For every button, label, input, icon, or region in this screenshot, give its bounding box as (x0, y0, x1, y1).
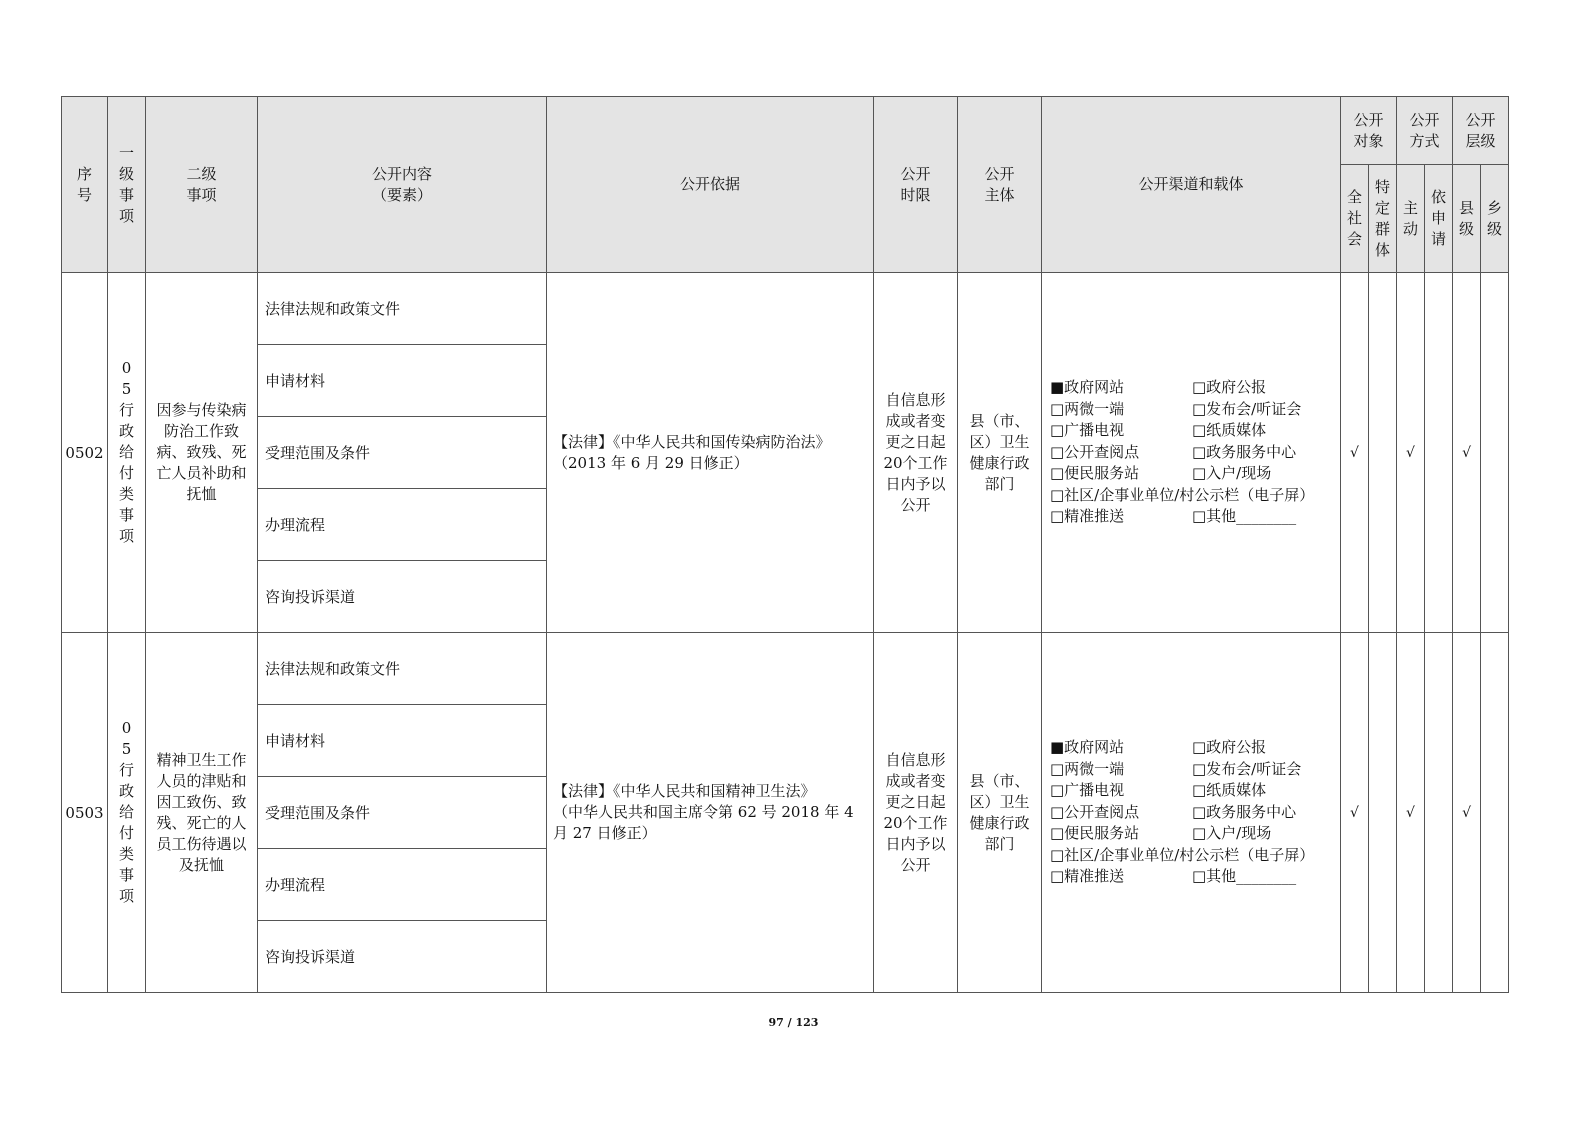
row-id: 0502 (62, 273, 108, 633)
header-level1: 一级事项 (108, 97, 146, 273)
channel-option: ■政府网站 (1050, 738, 1125, 757)
channel-option: □社区/企事业单位/村公示栏（电子屏） (1050, 485, 1315, 504)
row-level2: 精神卫生工作人员的津贴和因工致伤、致残、死亡的人员工伤待遇以及抚恤 (146, 633, 258, 993)
channel-option: □广播电视 (1050, 781, 1125, 800)
check-county: √ (1453, 633, 1481, 993)
disclosure-table (61, 96, 1509, 993)
channel-option: □两微一端 (1050, 399, 1125, 418)
check-all-society: √ (1341, 273, 1369, 633)
check-all-society: √ (1341, 633, 1369, 993)
page-number: 97 / 123 (768, 1016, 819, 1029)
row-level1: 05行政给付类事项 (108, 633, 146, 993)
header-subject: 公开 主体 (958, 97, 1042, 273)
check-specific-group (1369, 273, 1397, 633)
channel-option: □两微一端 (1050, 759, 1125, 778)
content-item: 咨询投诉渠道 (258, 561, 547, 633)
check-specific-group (1369, 633, 1397, 993)
channel-option: □纸质媒体 (1192, 781, 1267, 800)
row-basis: 【法律】《中华人民共和国精神卫生法》 （中华人民共和国主席令第 62 号 2018 年 4 月 27 日修正） (547, 633, 874, 993)
content-item: 法律法规和政策文件 (258, 633, 547, 705)
header-active: 主动 (1397, 165, 1425, 273)
check-township (1481, 633, 1509, 993)
channel-option: □纸质媒体 (1192, 421, 1267, 440)
header-level: 公开 层级 (1453, 97, 1509, 165)
content-item: 受理范围及条件 (258, 777, 547, 849)
header-basis: 公开依据 (547, 97, 874, 273)
header-county: 县级 (1453, 165, 1481, 273)
channel-option: □社区/企事业单位/村公示栏（电子屏） (1050, 845, 1315, 864)
content-item: 申请材料 (258, 345, 547, 417)
table-row (62, 273, 1509, 345)
check-active: √ (1397, 633, 1425, 993)
channel-option: □政府公报 (1192, 378, 1267, 397)
check-on-request (1425, 633, 1453, 993)
check-on-request (1425, 273, 1453, 633)
check-township (1481, 273, 1509, 633)
content-item: 咨询投诉渠道 (258, 921, 547, 993)
row-level1: 05行政给付类事项 (108, 273, 146, 633)
channel-option: □政务服务中心 (1192, 802, 1297, 821)
row-subject: 县（市、区）卫生健康行政部门 (958, 633, 1042, 993)
channel-option: □公开查阅点 (1050, 442, 1140, 461)
check-active: √ (1397, 273, 1425, 633)
channel-option: ■政府网站 (1050, 378, 1125, 397)
header-method: 公开 方式 (1397, 97, 1453, 165)
channel-option: □公开查阅点 (1050, 802, 1140, 821)
channel-option: □发布会/听证会 (1192, 399, 1302, 418)
row-basis: 【法律】《中华人民共和国传染病防治法》 （2013 年 6 月 29 日修正） (547, 273, 874, 633)
channel-option: □发布会/听证会 (1192, 759, 1302, 778)
content-item: 办理流程 (258, 489, 547, 561)
row-id: 0503 (62, 633, 108, 993)
channel-option: □精准推送 (1050, 507, 1125, 526)
content-item: 受理范围及条件 (258, 417, 547, 489)
header-object: 公开 对象 (1341, 97, 1397, 165)
header-all-society: 全社会 (1341, 165, 1369, 273)
header-seq: 序号 (62, 97, 108, 273)
header-township: 乡级 (1481, 165, 1509, 273)
header-on-request: 依申请 (1425, 165, 1453, 273)
row-level2: 因参与传染病防治工作致病、致残、死亡人员补助和抚恤 (146, 273, 258, 633)
row-channels (1042, 633, 1341, 993)
channel-option: □广播电视 (1050, 421, 1125, 440)
header-channels: 公开渠道和载体 (1042, 97, 1341, 273)
channel-option: □入户/现场 (1192, 824, 1272, 843)
row-channels (1042, 273, 1341, 633)
channel-option: □便民服务站 (1050, 464, 1140, 483)
content-item: 办理流程 (258, 849, 547, 921)
content-item: 法律法规和政策文件 (258, 273, 547, 345)
channel-option: □政府公报 (1192, 738, 1267, 757)
header-specific-group: 特定群体 (1369, 165, 1397, 273)
channel-option: □其他________ (1192, 867, 1297, 886)
channel-option: □政务服务中心 (1192, 442, 1297, 461)
header-time-limit: 公开 时限 (874, 97, 958, 273)
row-time-limit: 自信息形成或者变更之日起20个工作日内予以公开 (874, 633, 958, 993)
channel-option: □入户/现场 (1192, 464, 1272, 483)
table-row (62, 633, 1509, 705)
header-content: 公开内容 （要素） (258, 97, 547, 273)
header-level2: 二级 事项 (146, 97, 258, 273)
channel-option: □其他________ (1192, 507, 1297, 526)
channel-option: □精准推送 (1050, 867, 1125, 886)
row-subject: 县（市、区）卫生健康行政部门 (958, 273, 1042, 633)
channel-option: □便民服务站 (1050, 824, 1140, 843)
check-county: √ (1453, 273, 1481, 633)
content-item: 申请材料 (258, 705, 547, 777)
row-time-limit: 自信息形成或者变更之日起20个工作日内予以公开 (874, 273, 958, 633)
